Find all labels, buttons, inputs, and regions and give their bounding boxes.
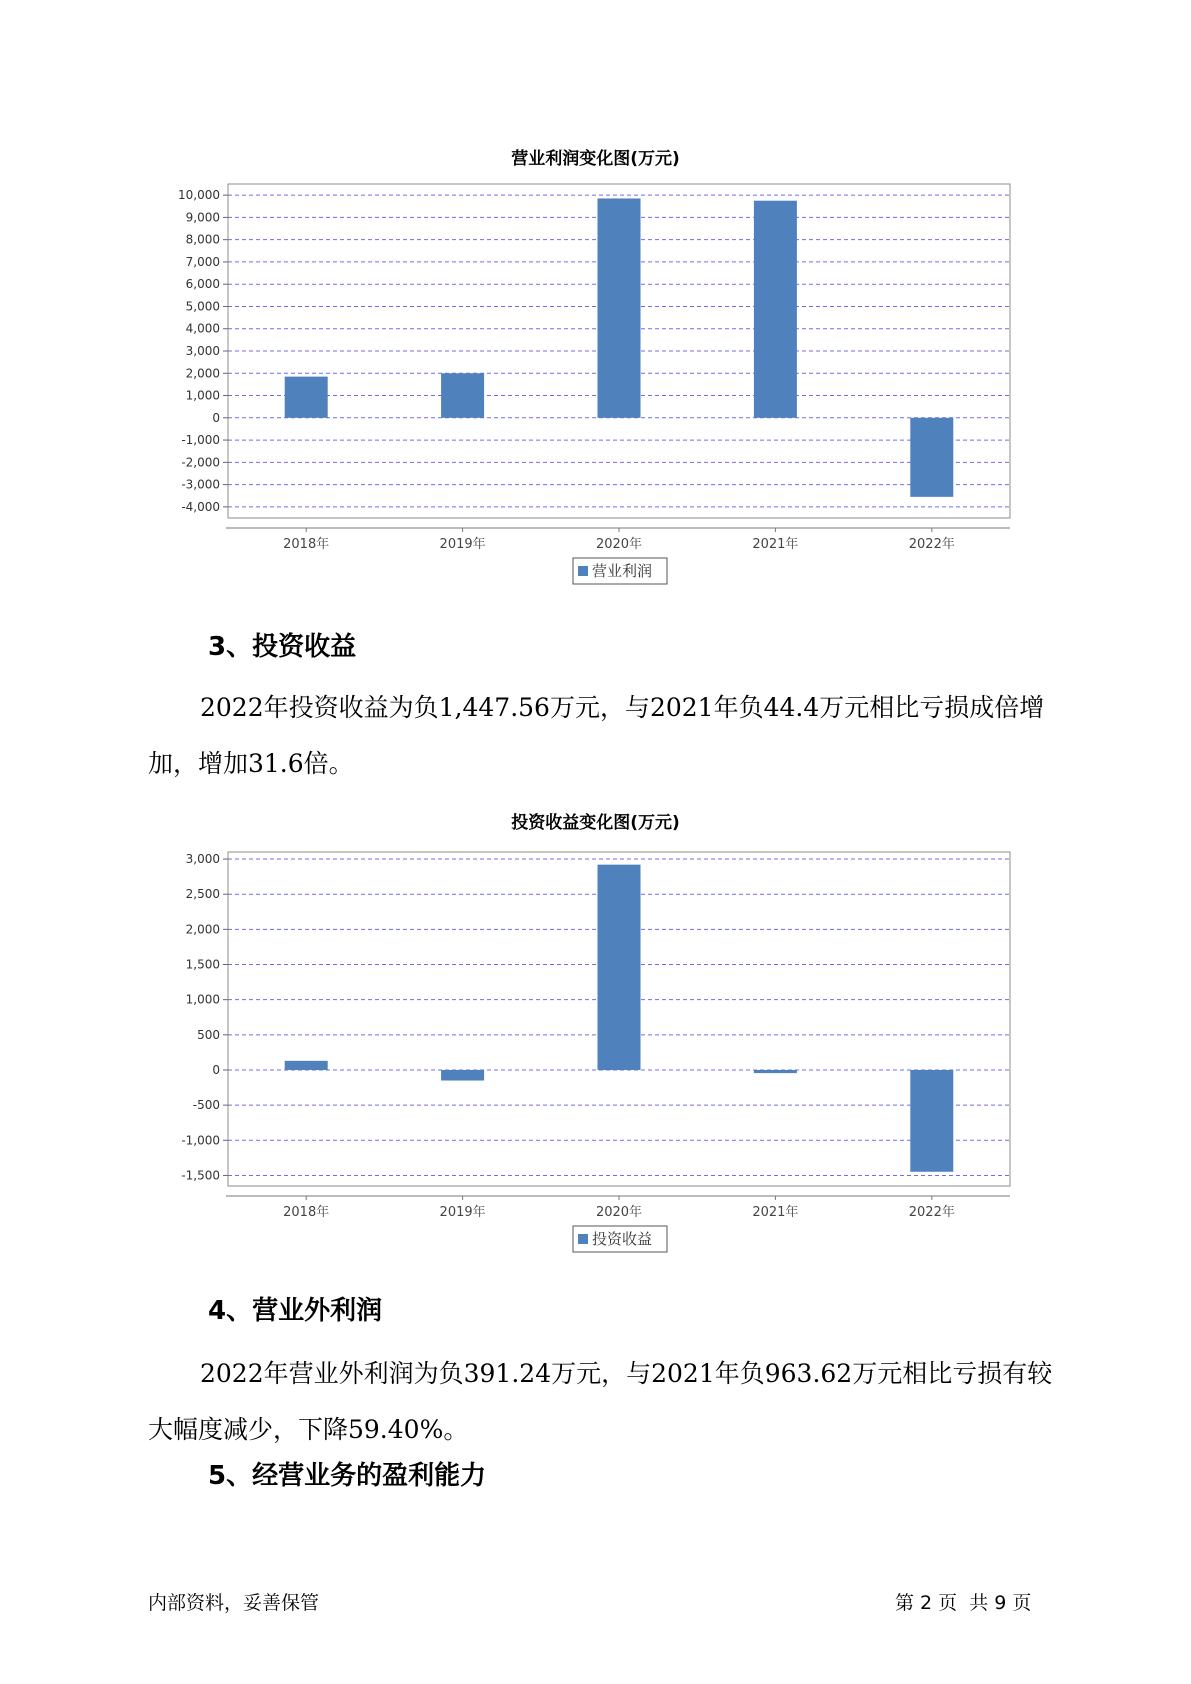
x-tick-label: 2018年 <box>283 1205 330 1220</box>
y-tick-label: -2,000 <box>181 455 220 470</box>
bar-2022年 <box>910 1070 953 1172</box>
legend-swatch <box>578 1234 588 1244</box>
y-tick-label: 500 <box>197 1027 220 1042</box>
y-tick-label: 10,000 <box>178 188 220 203</box>
y-tick-label: -1,500 <box>181 1168 220 1183</box>
y-tick-label: 2,500 <box>185 887 220 902</box>
y-tick-label: 2,000 <box>185 366 220 381</box>
bar-2019年 <box>441 1070 484 1081</box>
y-tick-label: 8,000 <box>185 232 220 247</box>
y-tick-label: 9,000 <box>185 210 220 225</box>
bar-2020年 <box>598 198 641 417</box>
footer-confidential-note: 内部资料，妥善保管 <box>148 1592 320 1614</box>
x-tick-label: 2020年 <box>595 1205 643 1220</box>
section-heading-investment-income: 3、投资收益 <box>208 632 357 662</box>
bar-2018年 <box>285 377 328 418</box>
y-tick-label: 3,000 <box>185 344 220 358</box>
bar-2021年 <box>754 201 797 418</box>
y-tick-label: 0 <box>212 410 220 425</box>
x-tick-label: 2021年 <box>752 1205 799 1220</box>
y-tick-label: 7,000 <box>185 254 220 269</box>
footer-page-number: 第 2 页 共 9 页 <box>895 1592 1032 1614</box>
x-tick-label: 2018年 <box>283 537 330 552</box>
y-tick-label: 1,000 <box>185 388 220 403</box>
x-tick-label: 2022年 <box>908 537 955 552</box>
y-tick-label: 5,000 <box>185 299 220 314</box>
bar-2021年 <box>754 1070 797 1073</box>
y-tick-label: 1,000 <box>185 992 220 1007</box>
y-tick-label: -500 <box>192 1098 220 1113</box>
chart-title-operating-profit: 营业利润变化图(万元) <box>511 149 680 169</box>
y-tick-label: -1,000 <box>181 1133 220 1148</box>
y-tick-label: -4,000 <box>181 499 220 514</box>
x-tick-label: 2019年 <box>439 1205 486 1220</box>
y-tick-label: 0 <box>212 1062 220 1077</box>
investment-income-chart <box>0 838 1191 1258</box>
paragraph-non-operating-profit: 2022年营业外利润为负391.24万元，与2021年负963.62万元相比亏损有较大幅度减少，下降59.40%。 <box>148 1359 1053 1444</box>
y-tick-label: -1,000 <box>181 433 220 448</box>
y-tick-label: 6,000 <box>185 277 220 292</box>
legend-swatch <box>578 566 588 576</box>
section-heading-non-operating-profit: 4、营业外利润 <box>208 1296 383 1326</box>
legend-label: 投资收益 <box>592 1230 653 1248</box>
y-tick-label: 2,000 <box>185 922 220 937</box>
bar-2018年 <box>285 1061 328 1070</box>
y-tick-label: 3,000 <box>185 852 220 867</box>
operating-profit-chart <box>0 170 1191 590</box>
section-heading-operating-profitability: 5、经营业务的盈利能力 <box>208 1461 487 1491</box>
x-tick-label: 2020年 <box>595 537 643 552</box>
legend-label: 营业利润 <box>592 562 653 580</box>
bar-2022年 <box>910 418 953 497</box>
chart-title-investment-income: 投资收益变化图(万元) <box>511 813 680 833</box>
x-tick-label: 2022年 <box>908 1205 955 1220</box>
y-tick-label: -3,000 <box>181 477 220 492</box>
x-tick-label: 2021年 <box>752 537 799 552</box>
bar-2020年 <box>598 865 641 1070</box>
y-tick-label: 1,500 <box>185 957 220 972</box>
paragraph-investment-income: 2022年投资收益为负1,447.56万元，与2021年负44.4万元相比亏损成倍增加，增加31.6倍。 <box>148 693 1045 778</box>
x-tick-label: 2019年 <box>439 537 486 552</box>
bar-2019年 <box>441 373 484 418</box>
y-tick-label: 4,000 <box>185 321 220 336</box>
